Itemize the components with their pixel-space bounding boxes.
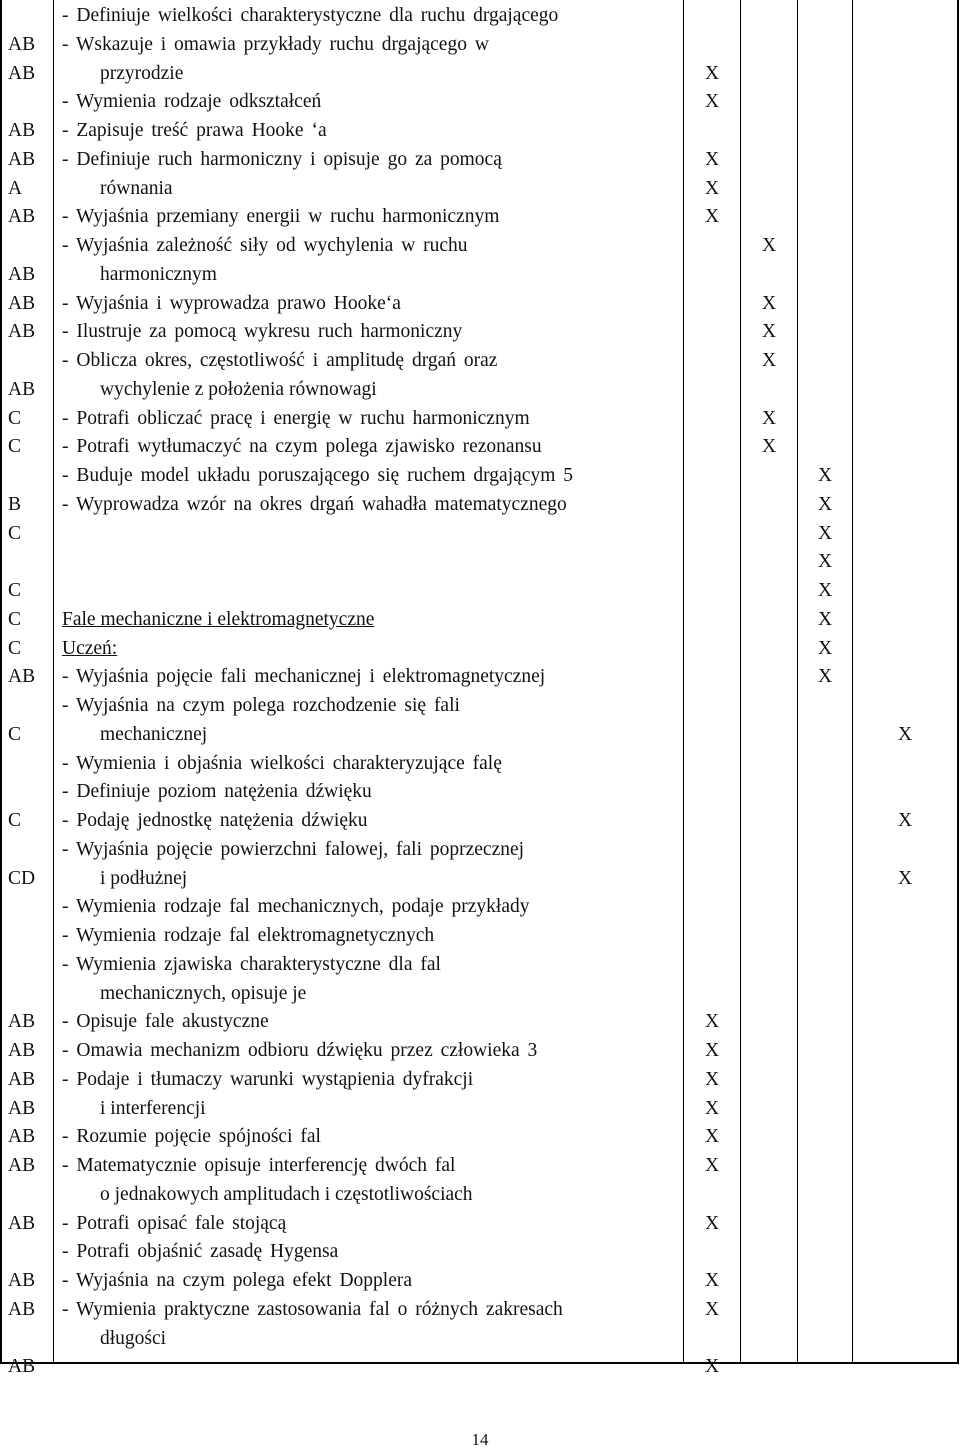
requirement-item: - Wymienia praktyczne zastosowania fal o różnych zakresach bbox=[62, 1298, 563, 1320]
requirement-item: - Ilustruje za pomocą wykresu ruch harmoniczny bbox=[62, 321, 463, 343]
requirement-item: - Rozumie pojęcie spójności fal bbox=[62, 1126, 321, 1148]
column-divider-3 bbox=[852, 0, 853, 1364]
requirement-continuation: i interferencji bbox=[100, 1097, 206, 1119]
requirement-item: - Wyjaśnia pojęcie fali mechanicznej i elektromagnetycznej bbox=[62, 666, 546, 688]
requirement-item: - Wyprowadza wzór na okres drgań wahadła matematycznego bbox=[62, 493, 567, 515]
level-cell: C bbox=[8, 580, 22, 601]
level-cell: AB bbox=[8, 378, 36, 400]
level-cell: C bbox=[8, 810, 22, 831]
level-mark-1: X bbox=[704, 1270, 720, 1291]
requirement-continuation: i podłużnej bbox=[100, 867, 188, 889]
requirement-item: - Zapisuje treść prawa Hooke ‘a bbox=[62, 120, 327, 141]
requirement-item: - Wymienia rodzaje fal elektromagnetycznych bbox=[62, 925, 435, 946]
requirement-item: - Wyjaśnia przemiany energii w ruchu harmonicznym bbox=[62, 206, 500, 228]
level-mark-1: X bbox=[704, 1040, 720, 1061]
level-cell: AB bbox=[8, 1155, 36, 1176]
requirement-item: - Definiuje ruch harmoniczny i opisuje go za pomocą bbox=[62, 148, 502, 170]
requirement-item: - Wymienia rodzaje fal mechanicznych, podaje przykłady bbox=[62, 896, 530, 918]
requirement-item: - Wyjaśnia na czym polega efekt Dopplera bbox=[62, 1270, 412, 1291]
level-mark-1: X bbox=[704, 91, 720, 113]
level-mark-3: X bbox=[817, 493, 833, 515]
level-cell: AB bbox=[8, 1270, 36, 1291]
level-mark-3: X bbox=[817, 551, 833, 573]
requirement-item: - Wyjaśnia i wyprowadza prawo Hooke‘a bbox=[62, 292, 401, 314]
level-cell: AB bbox=[8, 1068, 36, 1090]
section-subheading: Uczeń: bbox=[62, 637, 118, 659]
level-cell: B bbox=[8, 493, 22, 515]
level-mark-1: X bbox=[704, 1212, 720, 1234]
column-divider-level bbox=[53, 0, 54, 1364]
level-mark-3: X bbox=[817, 580, 833, 601]
requirement-item: - Potrafi wytłumaczyć na czym polega zjawisko rezonansu bbox=[62, 436, 542, 458]
level-mark-4: X bbox=[897, 867, 913, 889]
level-mark-2: X bbox=[761, 350, 777, 371]
level-cell: AB bbox=[8, 1126, 36, 1148]
requirement-continuation: równania bbox=[100, 177, 173, 199]
level-mark-3: X bbox=[817, 637, 833, 659]
page-number: 14 bbox=[471, 1430, 489, 1449]
level-mark-2: X bbox=[761, 436, 777, 458]
requirement-continuation: mechanicznych, opisuje je bbox=[100, 982, 307, 1004]
level-mark-1: X bbox=[704, 1011, 720, 1033]
requirement-item: - Wskazuje i omawia przykłady ruchu drgającego w bbox=[62, 33, 489, 55]
level-mark-1: X bbox=[704, 148, 720, 170]
level-mark-1: X bbox=[704, 177, 720, 199]
requirement-continuation: wychylenie z położenia równowagi bbox=[100, 378, 377, 400]
requirement-item: - Wyjaśnia pojęcie powierzchni falowej, fali poprzecznej bbox=[62, 838, 525, 860]
level-mark-1: X bbox=[704, 1356, 720, 1378]
level-cell: A bbox=[8, 177, 23, 199]
requirement-item: - Wyjaśnia na czym polega rozchodzenie się fali bbox=[62, 695, 460, 716]
requirement-item: - Wymienia i objaśnia wielkości charakteryzujące falę bbox=[62, 752, 502, 774]
level-cell: AB bbox=[8, 1040, 36, 1061]
table-border-right bbox=[957, 0, 959, 1364]
level-cell: C bbox=[8, 608, 22, 630]
requirement-item: - Potrafi opisać fale stojącą bbox=[62, 1212, 287, 1234]
level-mark-2: X bbox=[761, 235, 777, 256]
level-cell: AB bbox=[8, 148, 36, 170]
requirement-continuation: harmonicznym bbox=[100, 263, 217, 285]
table-border-left bbox=[0, 0, 2, 1364]
level-mark-1: X bbox=[704, 1068, 720, 1090]
level-cell: AB bbox=[8, 321, 36, 343]
requirement-item: - Potrafi obliczać pracę i energię w ruchu harmonicznym bbox=[62, 407, 530, 429]
level-cell: AB bbox=[8, 666, 36, 688]
level-cell: AB bbox=[8, 1298, 36, 1320]
column-divider-1 bbox=[740, 0, 741, 1364]
level-mark-4: X bbox=[897, 810, 913, 831]
requirement-item: - Wymienia zjawiska charakterystyczne dla fal bbox=[62, 953, 441, 975]
requirement-continuation: przyrodzie bbox=[100, 62, 184, 84]
level-cell: AB bbox=[8, 120, 36, 141]
level-cell: C bbox=[8, 637, 22, 659]
level-mark-3: X bbox=[817, 666, 833, 688]
level-cell: AB bbox=[8, 1011, 36, 1033]
level-mark-2: X bbox=[761, 292, 777, 314]
level-cell: C bbox=[8, 436, 22, 458]
requirement-continuation: długości bbox=[100, 1327, 167, 1349]
requirement-item: - Podaje i tłumaczy warunki wystąpienia dyfrakcji bbox=[62, 1068, 474, 1090]
level-cell: C bbox=[8, 522, 22, 544]
table-border-bottom bbox=[0, 1362, 959, 1364]
level-cell: AB bbox=[8, 1212, 36, 1234]
requirement-item: - Opisuje fale akustyczne bbox=[62, 1011, 269, 1033]
level-mark-1: X bbox=[704, 1126, 720, 1148]
level-mark-2: X bbox=[761, 321, 777, 343]
level-mark-1: X bbox=[704, 206, 720, 228]
level-mark-3: X bbox=[817, 522, 833, 544]
level-mark-1: X bbox=[704, 62, 720, 84]
level-mark-4: X bbox=[897, 723, 913, 745]
level-mark-3: X bbox=[817, 465, 833, 486]
requirement-item: - Podaję jednostkę natężenia dźwięku bbox=[62, 810, 368, 831]
requirement-item: - Buduje model układu poruszającego się ruchem drgającym 5 bbox=[62, 465, 573, 486]
level-cell: AB bbox=[8, 1356, 36, 1378]
level-cell: AB bbox=[8, 263, 36, 285]
level-cell: AB bbox=[8, 1097, 36, 1119]
level-mark-3: X bbox=[817, 608, 833, 630]
level-mark-1: X bbox=[704, 1155, 720, 1176]
requirement-item: - Matematycznie opisuje interferencję dwóch fal bbox=[62, 1155, 456, 1176]
level-cell: AB bbox=[8, 292, 36, 314]
requirement-item: - Wyjaśnia zależność siły od wychylenia w ruchu bbox=[62, 235, 468, 256]
level-cell: AB bbox=[8, 62, 36, 84]
section-heading: Fale mechaniczne i elektromagnetyczne bbox=[62, 608, 375, 630]
requirement-item: - Definiuje poziom natężenia dźwięku bbox=[62, 781, 372, 803]
level-mark-2: X bbox=[761, 407, 777, 429]
level-mark-1: X bbox=[704, 1097, 720, 1119]
requirement-item: - Wymienia rodzaje odkształceń bbox=[62, 91, 322, 113]
requirement-item: - Definiuje wielkości charakterystyczne dla ruchu drgającego bbox=[62, 5, 559, 26]
level-mark-1: X bbox=[704, 1298, 720, 1320]
level-cell: AB bbox=[8, 33, 36, 55]
requirement-continuation: o jednakowych amplitudach i częstotliwościach bbox=[100, 1183, 473, 1205]
requirement-item: - Oblicza okres, częstotliwość i amplitudę drgań oraz bbox=[62, 350, 498, 371]
requirement-continuation: mechanicznej bbox=[100, 723, 208, 745]
level-cell: C bbox=[8, 723, 22, 745]
requirement-item: - Potrafi objaśnić zasadę Hygensa bbox=[62, 1241, 339, 1263]
level-cell: CD bbox=[8, 867, 36, 889]
level-cell: AB bbox=[8, 206, 36, 228]
requirement-item: - Omawia mechanizm odbioru dźwięku przez człowieka 3 bbox=[62, 1040, 538, 1061]
level-cell: C bbox=[8, 407, 22, 429]
